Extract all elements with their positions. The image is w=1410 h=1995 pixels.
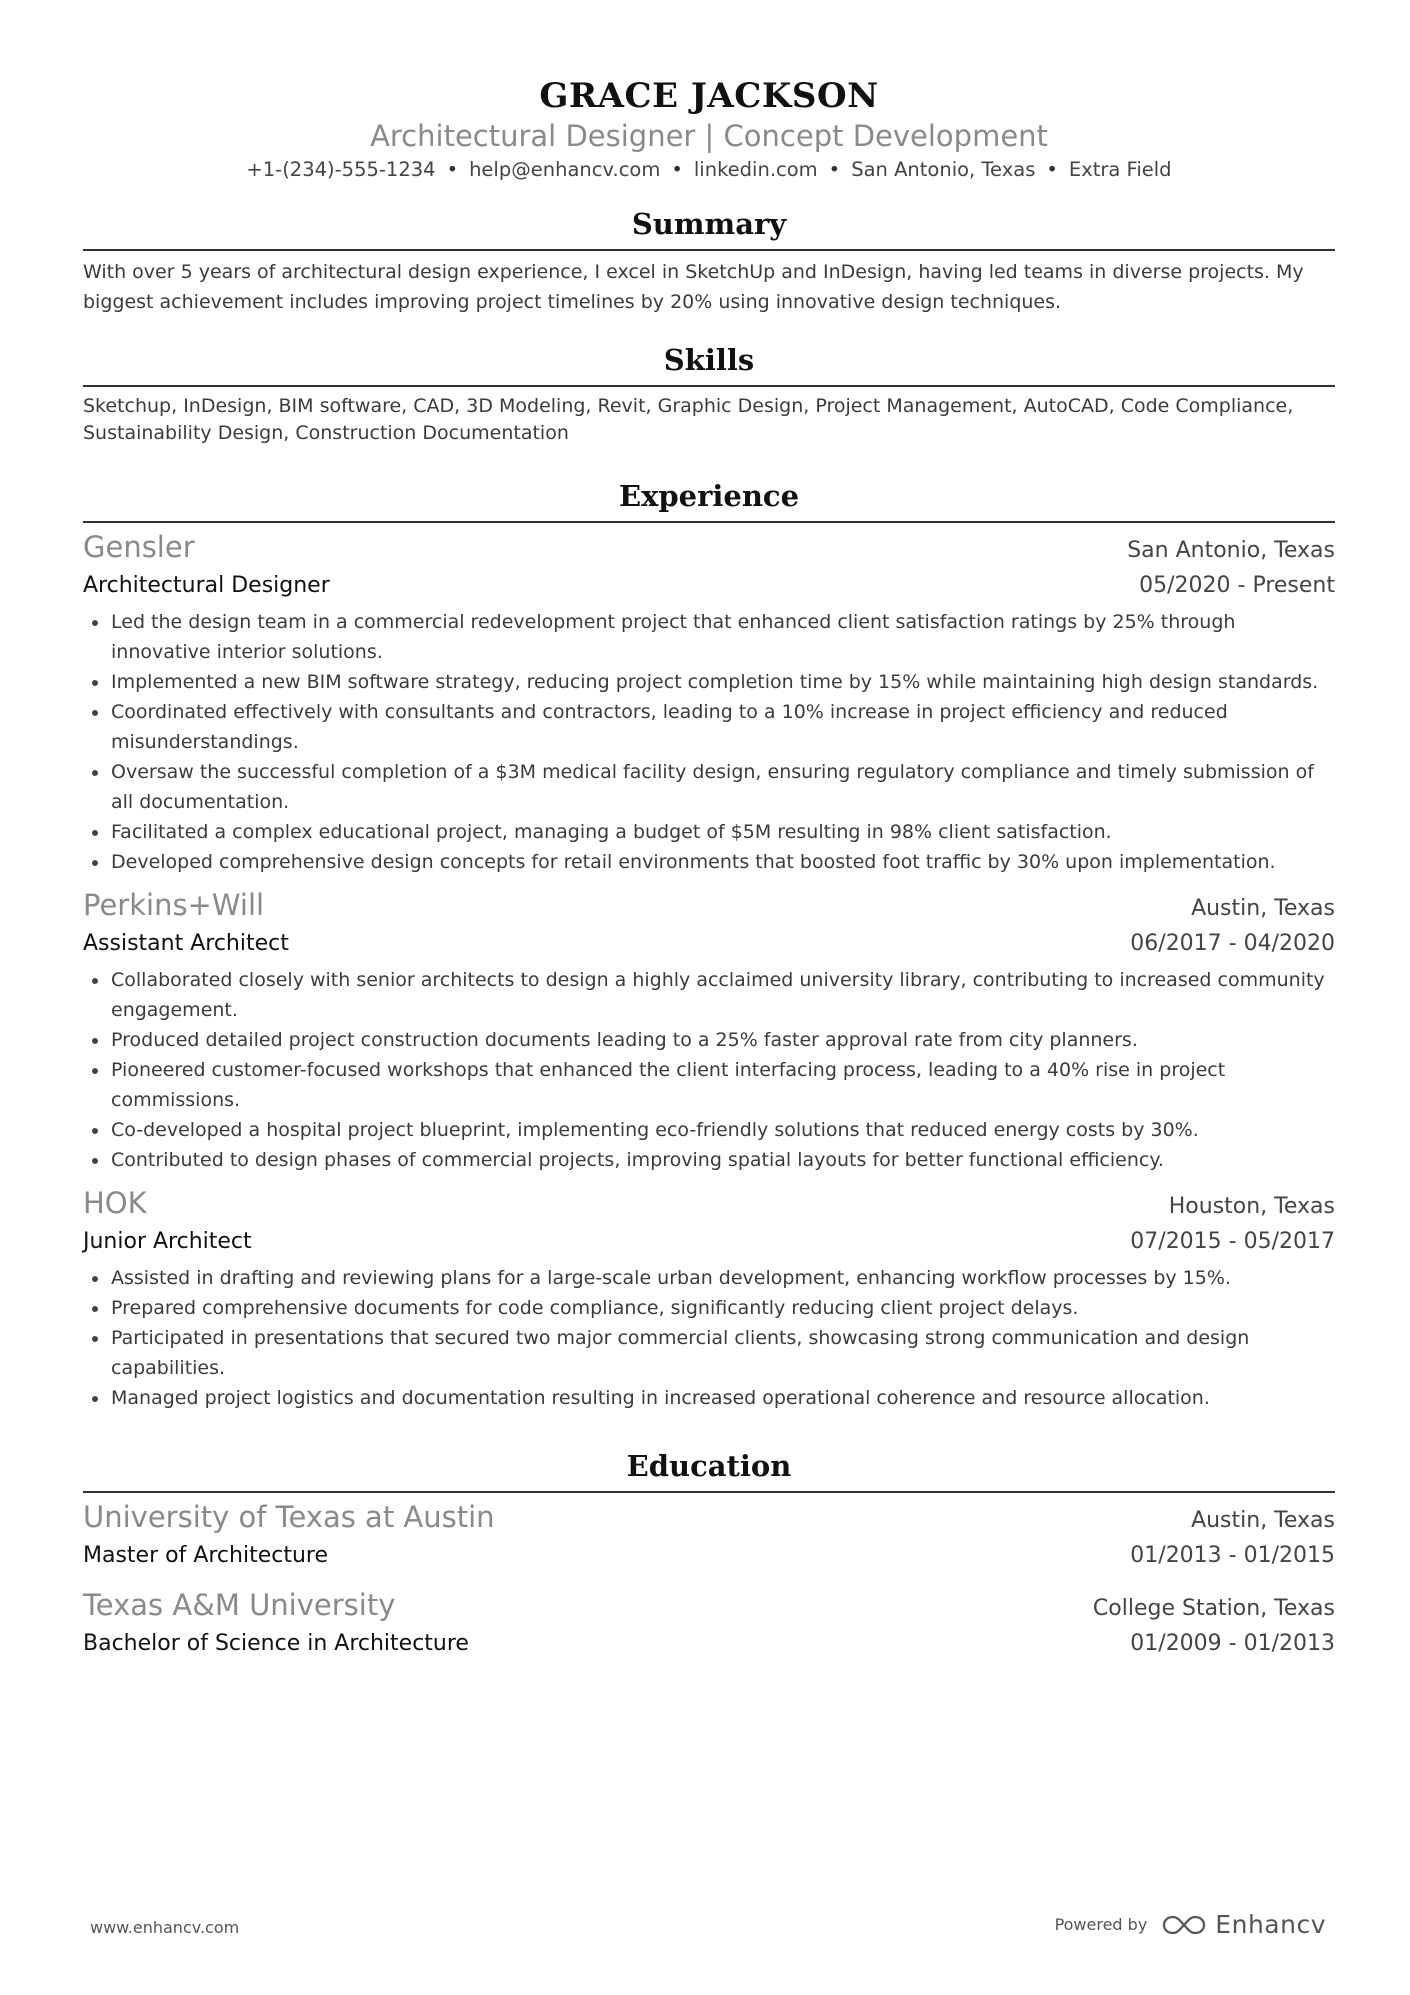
bullet-item: Prepared comprehensive documents for code compliance, significantly reducing client project delays.	[83, 1293, 1335, 1323]
education-dates: 01/2009 - 01/2013	[1130, 1631, 1335, 1656]
job-role: Assistant Architect	[83, 931, 289, 956]
bullet-item: Participated in presentations that secured two major commercial clients, showcasing strong communication and design capabilities.	[83, 1323, 1335, 1383]
bullet-item: Contributed to design phases of commercial projects, improving spatial layouts for better functional efficiency.	[83, 1145, 1335, 1175]
contact-phone: +1-(234)-555-1234	[246, 158, 436, 181]
contact-linkedin: linkedin.com	[693, 158, 818, 181]
section-title-skills: Skills	[663, 343, 755, 377]
bullet-item: Facilitated a complex educational project, managing a budget of $5M resulting in 98% client satisfaction.	[83, 817, 1335, 847]
brand-name: Enhancv	[1215, 1910, 1326, 1939]
job-bullets	[83, 607, 1335, 877]
skills-section	[83, 341, 1335, 447]
school-location: College Station, Texas	[1092, 1596, 1335, 1621]
infinity-logo-icon	[1161, 1913, 1207, 1937]
section-title-education: Education	[626, 1449, 792, 1483]
separator-dot: •	[446, 158, 459, 181]
education-entry	[83, 1499, 1335, 1573]
resume-page	[83, 0, 1335, 1661]
company-name: Gensler	[83, 530, 195, 564]
bullet-item: Implemented a new BIM software strategy, reducing project completion time by 15% while maintaining high design standards.	[83, 667, 1335, 697]
bullet-item: Pioneered customer-focused workshops that enhanced the client interfacing process, leading to a 40% rise in project commissions.	[83, 1055, 1335, 1115]
experience-entry	[83, 1185, 1335, 1413]
candidate-title: Architectural Designer | Concept Development	[370, 119, 1048, 153]
job-role: Junior Architect	[83, 1229, 252, 1254]
bullet-item: Coordinated effectively with consultants and contractors, leading to a 10% increase in project efficiency and reduced misunderstandings.	[83, 697, 1335, 757]
section-title-experience: Experience	[618, 479, 800, 513]
powered-by-label: Powered by	[1054, 1915, 1148, 1934]
school-location: Austin, Texas	[1191, 1508, 1335, 1533]
section-divider	[83, 249, 1335, 251]
candidate-name: GRACE JACKSON	[539, 76, 879, 116]
section-title-summary: Summary	[631, 207, 787, 241]
enhancv-logo[interactable]	[1161, 1910, 1326, 1939]
summary-section	[83, 205, 1335, 317]
footer-website-link[interactable]: www.enhancv.com	[90, 1918, 240, 1937]
separator-dot: •	[1046, 158, 1058, 181]
job-location: Austin, Texas	[1191, 896, 1335, 921]
experience-entry	[83, 529, 1335, 877]
separator-dot: •	[828, 158, 841, 181]
bullet-item: Assisted in drafting and reviewing plans for a large-scale urban development, enhancing workflow processes by 15%.	[83, 1263, 1335, 1293]
section-divider	[83, 521, 1335, 523]
job-role: Architectural Designer	[83, 573, 330, 598]
skills-text: Sketchup, InDesign, BIM software, CAD, 3D Modeling, Revit, Graphic Design, Project Management, AutoCAD, Code Compliance, Sustainability Design, Construction Documentation	[83, 395, 1294, 444]
contact-info	[83, 157, 1335, 183]
contact-location: San Antonio, Texas	[851, 158, 1036, 181]
bullet-item: Managed project logistics and documentation resulting in increased operational coherence and resource allocation.	[83, 1383, 1335, 1413]
experience-section	[83, 477, 1335, 1413]
section-divider	[83, 1491, 1335, 1493]
bullet-item: Oversaw the successful completion of a $3M medical facility design, ensuring regulatory compliance and timely submission of all documentation.	[83, 757, 1335, 817]
job-dates: 05/2020 - Present	[1139, 573, 1335, 598]
section-divider	[83, 385, 1335, 387]
separator-dot: •	[671, 158, 683, 181]
job-dates: 07/2015 - 05/2017	[1130, 1229, 1335, 1254]
bullet-item: Collaborated closely with senior architects to design a highly acclaimed university library, contributing to increased community engagement.	[83, 965, 1335, 1025]
job-bullets	[83, 1263, 1335, 1413]
page-footer	[0, 1910, 1410, 1940]
summary-text: With over 5 years of architectural design experience, I excel in SketchUp and InDesign, having led teams in diverse projects. My biggest achievement includes improving project timelines by 20% using innovative design techniques.	[83, 261, 1304, 313]
bullet-item: Developed comprehensive design concepts for retail environments that boosted foot traffic by 30% upon implementation.	[83, 847, 1335, 877]
education-entry	[83, 1587, 1335, 1661]
job-dates: 06/2017 - 04/2020	[1130, 931, 1335, 956]
degree-name: Master of Architecture	[83, 1543, 329, 1568]
contact-extra: Extra Field	[1068, 158, 1172, 181]
degree-name: Bachelor of Science in Architecture	[83, 1631, 469, 1656]
contact-email: help@enhancv.com	[469, 158, 661, 181]
bullet-item: Led the design team in a commercial redevelopment project that enhanced client satisfaction ratings by 25% through innovative interior solutions.	[83, 607, 1335, 667]
education-dates: 01/2013 - 01/2015	[1130, 1543, 1335, 1568]
job-location: San Antonio, Texas	[1127, 538, 1335, 563]
education-section	[83, 1447, 1335, 1661]
job-bullets	[83, 965, 1335, 1175]
company-name: HOK	[83, 1186, 147, 1220]
experience-entry	[83, 887, 1335, 1175]
company-name: Perkins+Will	[83, 888, 265, 922]
school-name: University of Texas at Austin	[83, 1500, 495, 1534]
bullet-item: Produced detailed project construction documents leading to a 25% faster approval rate from city planners.	[83, 1025, 1335, 1055]
job-location: Houston, Texas	[1168, 1194, 1335, 1219]
school-name: Texas A&M University	[83, 1588, 396, 1622]
resume-header	[83, 0, 1335, 183]
powered-by	[1055, 1910, 1326, 1939]
bullet-item: Co-developed a hospital project blueprint, implementing eco-friendly solutions that reduced energy costs by 30%.	[83, 1115, 1335, 1145]
